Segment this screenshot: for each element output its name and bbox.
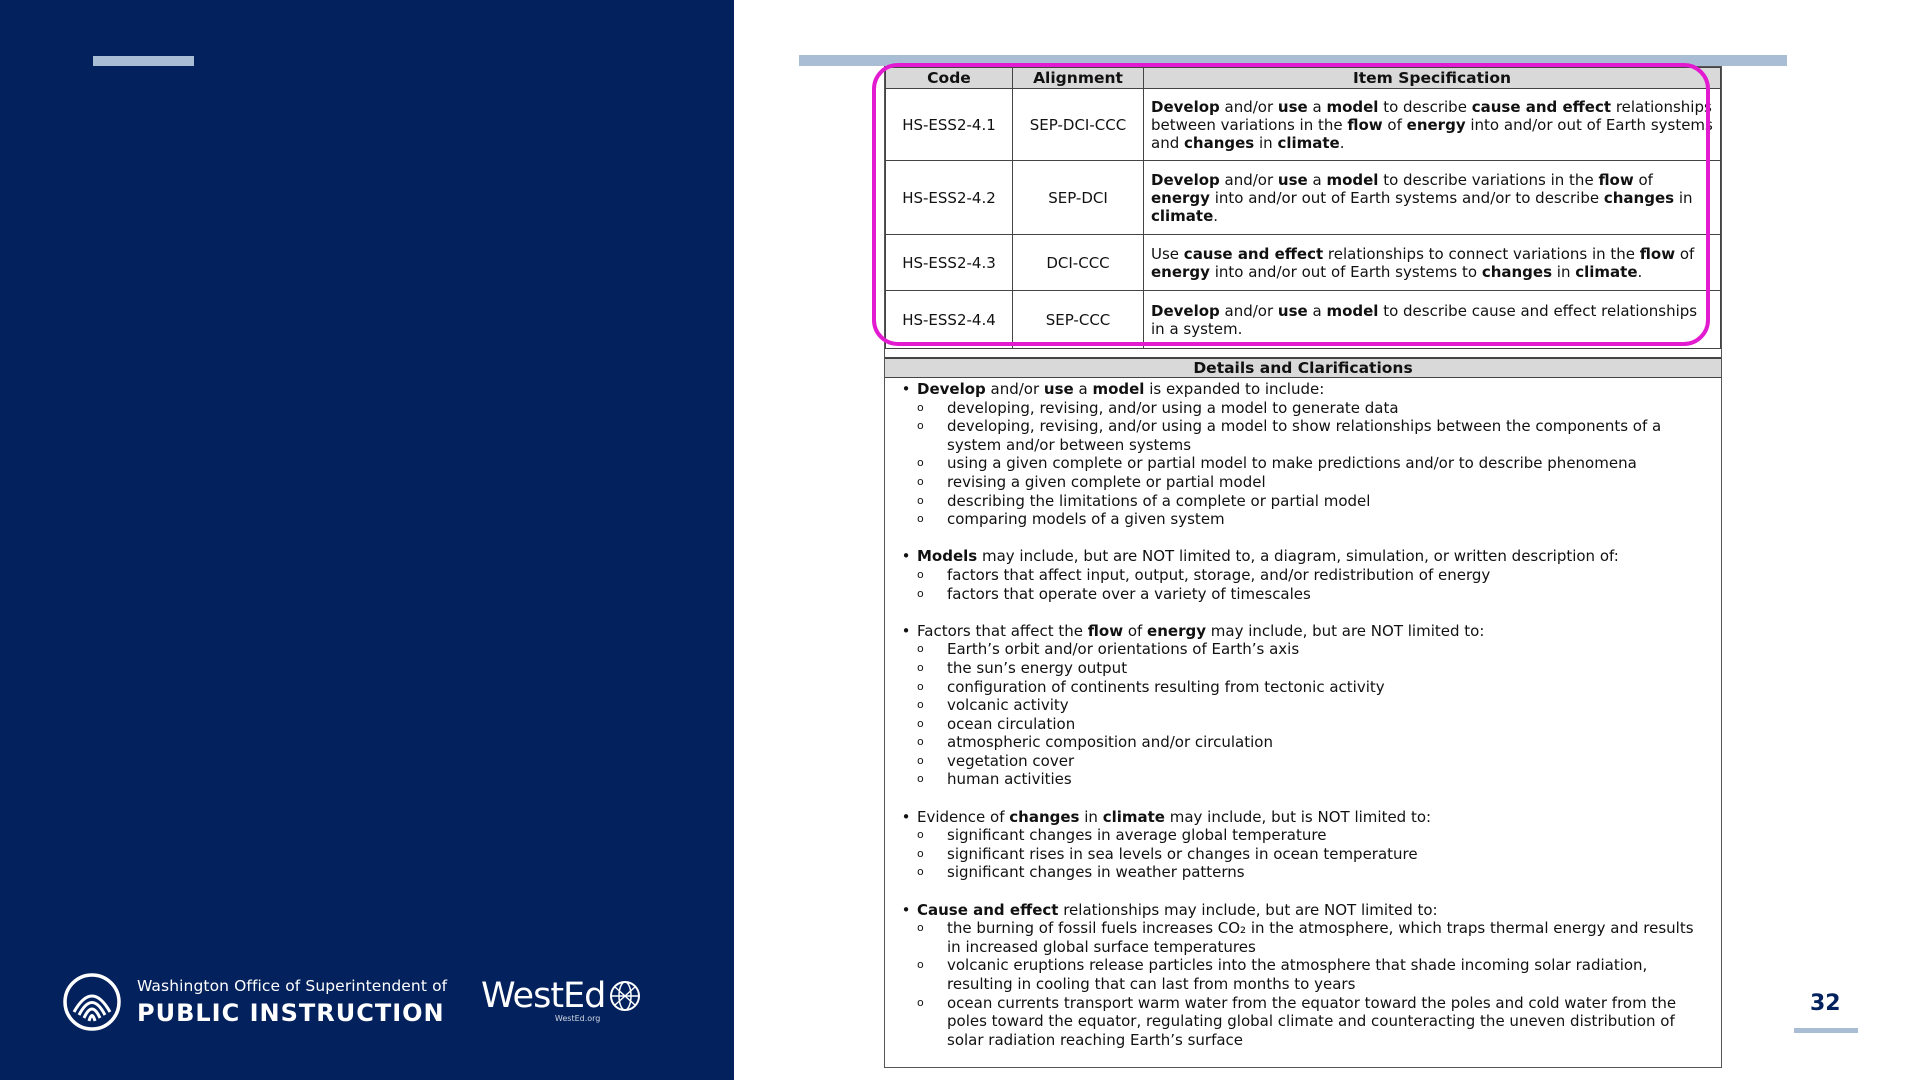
bullet-lead: • Factors that affect the flow of energy may include, but are NOT limited to:: [895, 622, 1711, 641]
bullet-icon: •: [901, 900, 911, 919]
list-item: o using a given complete or partial model to make predictions and/or to describe phenomena: [917, 454, 1637, 473]
details-section: [895, 808, 1711, 882]
wested-url: WestEd.org: [554, 1014, 601, 1023]
bullet-lead: • Evidence of changes in climate may include, but is NOT limited to:: [895, 808, 1711, 827]
row-code: HS-ESS2-4.2: [886, 161, 1013, 235]
details-list: [885, 378, 1721, 1049]
bullet-icon: •: [901, 621, 911, 640]
list-item: o developing, revising, and/or using a model to show relationships between the components of a system and/or between systems: [917, 417, 1662, 454]
bullet-lead: • Develop and/or use a model is expanded to include:: [895, 380, 1711, 399]
list-item: o significant changes in average global temperature: [917, 826, 1327, 845]
row-code: HS-ESS2-4.4: [886, 291, 1013, 349]
details-heading: Details and Clarifications: [885, 357, 1721, 378]
accent-bar: [93, 56, 194, 66]
sub-bullet-icon: o: [917, 753, 924, 767]
row-code: HS-ESS2-4.3: [886, 235, 1013, 291]
table-row: [886, 89, 1721, 161]
ospi-logo: [62, 972, 447, 1032]
list-item: o volcanic eruptions release particles into the atmosphere that shade incoming solar radiation, resulting in cooling that can last from months to years: [917, 956, 1648, 993]
sub-bullet-icon: o: [917, 995, 924, 1009]
sub-bullet-icon: o: [917, 642, 924, 656]
sub-bullet-icon: o: [917, 419, 924, 433]
table-row: [886, 291, 1721, 349]
sub-bullet-icon: o: [917, 493, 924, 507]
sub-bullet-icon: o: [917, 679, 924, 693]
list-item: o ocean currents transport warm water from the equator toward the poles and cold water from the poles toward the equator, regulating global climate and counteracting the uneven distribution of solar radiation reaching Earth’s surface: [917, 993, 1677, 1049]
list-item: o developing, revising, and/or using a model to generate data: [917, 398, 1399, 417]
list-item: o human activities: [917, 770, 1072, 789]
bullet-icon: •: [901, 380, 911, 398]
table-row: [886, 161, 1721, 235]
ospi-ring-logo-icon: [62, 972, 122, 1032]
sub-bullet-icon: o: [917, 567, 924, 581]
list-item: o vegetation cover: [917, 751, 1075, 770]
sub-bullet-icon: o: [917, 660, 924, 674]
wested-wordmark: WestEd: [481, 976, 606, 1016]
left-panel: [0, 0, 734, 1080]
list-item: o ocean circulation: [917, 714, 1076, 733]
sub-bullet-icon: o: [917, 716, 924, 730]
wested-globe-icon: [608, 979, 642, 1013]
wested-logo: [481, 976, 642, 1023]
list-item: o Earth’s orbit and/or orientations of Earth’s axis: [917, 640, 1300, 659]
row-alignment: SEP-DCI: [1013, 161, 1144, 235]
logo-line2: PUBLIC INSTRUCTION: [137, 999, 445, 1027]
row-item-specification: Develop and/or use a model to describe cause and effect relationships between variations in the flow of energy into and/or out of Earth systems and changes in climate.: [1144, 89, 1721, 161]
header-code: Code: [886, 68, 1013, 89]
list-item: o significant rises in sea levels or changes in ocean temperature: [917, 844, 1418, 863]
sub-bullet-icon: o: [917, 735, 924, 749]
page-number: 32: [1810, 991, 1841, 1016]
top-accent-bar: [799, 55, 1787, 66]
sub-bullet-icon: o: [917, 772, 924, 786]
sub-bullet-icon: o: [917, 586, 924, 600]
row-item-specification: Develop and/or use a model to describe variations in the flow of energy into and/or out of Earth systems and/or to describe changes in climate.: [1144, 161, 1721, 235]
row-item-specification: Use cause and effect relationships to connect variations in the flow of energy into and/or out of Earth systems to changes in climate.: [1144, 235, 1721, 291]
bullet-lead: • Models may include, but are NOT limited to, a diagram, simulation, or written description of:: [895, 547, 1711, 566]
sub-bullet-icon: o: [917, 828, 924, 842]
list-item: o atmospheric composition and/or circulation: [917, 733, 1273, 752]
sub-bullet-icon: o: [917, 474, 924, 488]
details-section: [895, 622, 1711, 789]
document-excerpt: [884, 66, 1722, 1068]
list-item: o revising a given complete or partial model: [917, 472, 1266, 491]
details-section: [895, 380, 1711, 529]
sub-bullet-icon: o: [917, 456, 924, 470]
list-item: o comparing models of a given system: [917, 510, 1225, 529]
header-item-specification: Item Specification: [1144, 68, 1721, 89]
row-alignment: DCI-CCC: [1013, 235, 1144, 291]
bullet-lead: • Cause and effect relationships may include, but are NOT limited to:: [895, 901, 1711, 920]
sub-bullet-icon: o: [917, 865, 924, 879]
bullet-icon: •: [901, 807, 911, 826]
sub-bullet-icon: o: [917, 400, 924, 414]
sub-bullet-icon: o: [917, 921, 924, 935]
item-spec-table: [885, 67, 1721, 349]
list-item: o volcanic activity: [917, 696, 1069, 715]
sub-bullet-icon: o: [917, 846, 924, 860]
header-alignment: Alignment: [1013, 68, 1144, 89]
sub-bullet-icon: o: [917, 958, 924, 972]
details-section: [895, 901, 1711, 1050]
list-item: o significant changes in weather patterns: [917, 863, 1245, 882]
list-item: o describing the limitations of a complete or partial model: [917, 491, 1371, 510]
row-item-specification: Develop and/or use a model to describe cause and effect relationships in a system.: [1144, 291, 1721, 349]
list-item: o factors that affect input, output, storage, and/or redistribution of energy: [917, 565, 1491, 584]
list-item: o factors that operate over a variety of timescales: [917, 584, 1311, 603]
list-item: o configuration of continents resulting from tectonic activity: [917, 677, 1385, 696]
row-alignment: SEP-DCI-CCC: [1013, 89, 1144, 161]
list-item: o the sun’s energy output: [917, 658, 1128, 677]
logo-line1: Washington Office of Superintendent of: [137, 977, 448, 995]
table-row: [886, 235, 1721, 291]
page-number-underline: [1794, 1028, 1858, 1033]
row-code: HS-ESS2-4.1: [886, 89, 1013, 161]
sub-bullet-icon: o: [917, 512, 924, 526]
sub-bullet-icon: o: [917, 698, 924, 712]
details-section: [895, 547, 1711, 603]
bullet-icon: •: [901, 547, 911, 566]
row-alignment: SEP-CCC: [1013, 291, 1144, 349]
list-item: o the burning of fossil fuels increases CO₂ in the atmosphere, which traps thermal energy and results in increased global surface temperatures: [917, 919, 1694, 956]
